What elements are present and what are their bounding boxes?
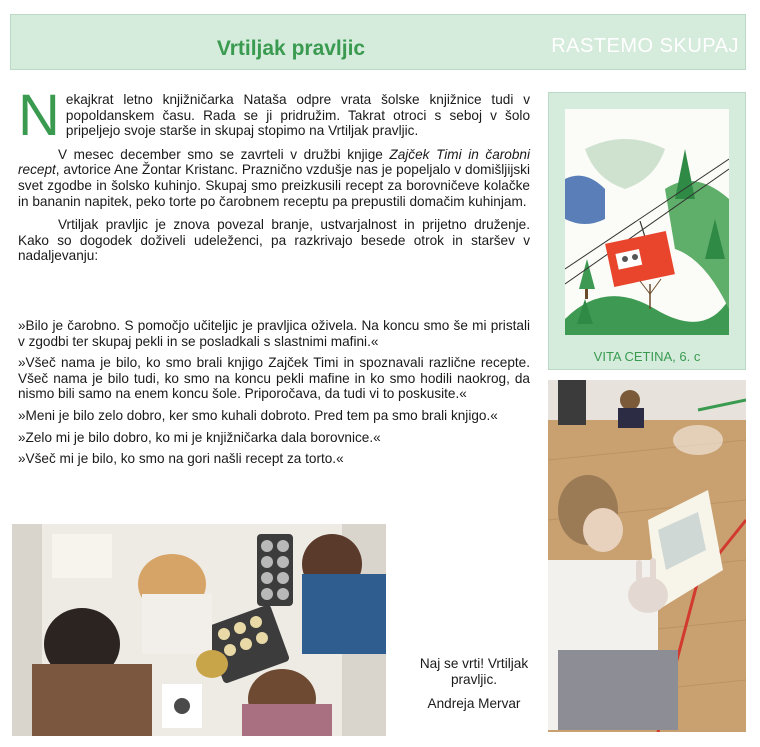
baking-photo xyxy=(12,524,386,736)
quotes-list xyxy=(18,318,530,473)
paragraph-book xyxy=(18,147,530,209)
quote-item: »Bilo je čarobno. S pomočjo učiteljic je pravljica oživela. Na koncu smo še mi pristali v zgodbi ter skupaj pekli in se posladkali s slastnimi mafini.« xyxy=(18,318,530,349)
book-title: Zajček Timi in čarobni recept xyxy=(18,146,530,178)
quote-item: »Meni je bilo zelo dobro, ker smo kuhali dobroto. Pred tem pa smo brali knjigo.« xyxy=(18,407,498,423)
quote-item: »Zelo mi je bilo dobro, ko mi je knjižničarka dala borovnice.« xyxy=(18,429,381,445)
intro-text: ekajkrat letno knjižničarka Nataša odpre vrata šolske knjižnice tudi v popoldanskem času. Rada se ji pridružim. Takrat otroci s seboj v šolo pripeljejo svoje starše in skupaj stopimo na Vrtiljak pravljic. xyxy=(65,92,530,139)
closing-line: Naj se vrti! Vrtiljak pravljic. xyxy=(419,656,529,687)
drop-cap: N xyxy=(18,83,60,148)
reading-photo xyxy=(548,380,746,732)
quote-item: »Všeč mi je bilo, ko smo na gori našli recept za torto.« xyxy=(18,451,344,467)
paragraph-summary: Vrtiljak pravljic je znova povezal branje, ustvarjalnost in prijetno druženje. Kako so dogodek doživeli udeleženci, pa razkrivajo besede otrok in staršev v nadaljevanju: xyxy=(18,217,530,264)
drawing-caption: VITA CETINA, 6. c xyxy=(593,349,701,364)
closing-block xyxy=(404,656,544,712)
section-header xyxy=(10,14,746,70)
article-body xyxy=(18,83,530,264)
book-text-a: V mesec december smo se zavrteli v družbi knjige xyxy=(58,146,390,162)
quote-item: »Všeč nama je bilo, ko smo brali knjigo Zajček Timi in spoznavali različne recepte. Všeč nama je bilo tudi, ko smo na koncu pekli mafine in ko smo hodili naokrog, da nismo bili samo na enem koncu šole. Priporočava, da tudi vi to poskusite.« xyxy=(18,355,530,402)
article-title: Vrtiljak pravljic xyxy=(216,37,366,60)
book-text-b: , avtorice Ane Žontar Kristanc. Praznično vzdušje nas je popeljalo v domišljijski svet zgodbe in šolsko kuhinjo. Skupaj smo preizkusili recept za borovničeve kolačke in bananin napitek, peko torte po čarobnem receptu pa prepustili domačim kuhinjam. xyxy=(18,162,530,209)
child-drawing xyxy=(565,109,729,335)
section-tag: RASTEMO SKUPAJ xyxy=(551,35,739,57)
drawing-panel xyxy=(548,92,746,370)
author-signature: Andreja Mervar xyxy=(427,696,521,711)
paragraph-intro xyxy=(18,83,530,148)
